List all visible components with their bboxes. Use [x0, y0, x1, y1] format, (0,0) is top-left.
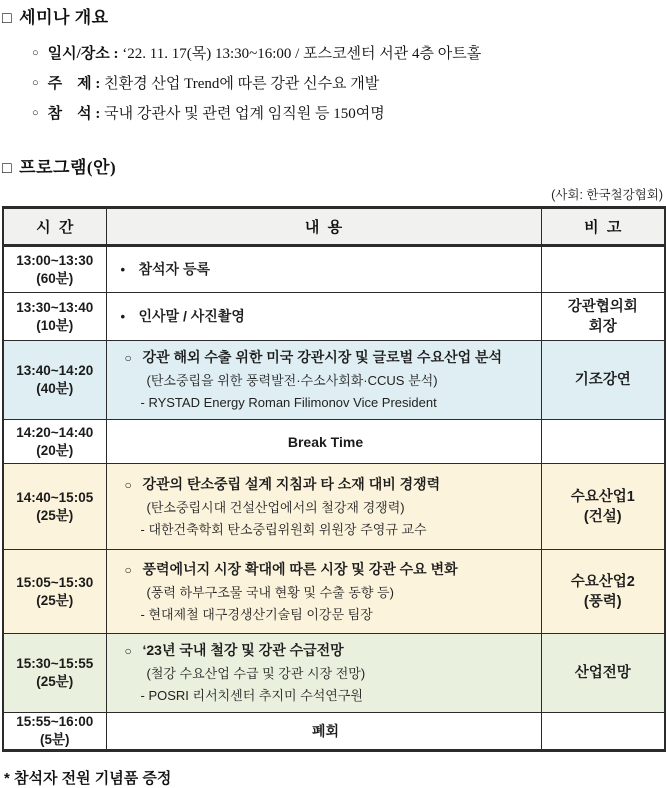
session-speaker: - 현대제철 대구경생산기술팀 이강문 팀장: [140, 606, 373, 622]
session-subtitle: (탄소중립을 위한 풍력발전·수소사회화·CCUS 분석): [146, 373, 438, 388]
remark-cell: [541, 713, 665, 751]
item-label: 참 석: [47, 106, 92, 122]
session-subtitle: (풍력 하부구조물 국내 현황 및 수출 동향 등): [146, 584, 394, 600]
square-bullet-icon: □: [2, 160, 13, 177]
table-row-greeting: [3, 293, 665, 341]
header-content: 내 용: [106, 208, 541, 246]
dot-bullet-icon: •: [120, 309, 126, 324]
table-row-break: [3, 420, 665, 464]
circle-bullet-icon: ○: [124, 562, 132, 577]
item-colon: :: [91, 76, 105, 92]
circle-bullet-icon: ○: [124, 351, 132, 365]
table-row-session-outlook: [3, 634, 665, 713]
session-subtitle: (철강 수요산업 수급 및 강관 시장 전망): [146, 666, 366, 681]
circle-bullet-icon: ○: [32, 107, 39, 119]
time-cell: 14:40~15:05 (25분): [3, 464, 106, 550]
item-value: 국내 강관사 및 관련 업계 임직원 등 150여명: [104, 106, 385, 122]
item-label: 주 제: [47, 76, 92, 92]
item-value: 친환경 산업 Trend에 따른 강관 신수요 개발: [104, 76, 380, 92]
square-bullet-icon: □: [2, 10, 13, 27]
header-remark: 비 고: [541, 208, 665, 246]
overview-item-attendees: [32, 99, 664, 129]
table-row-registration: [3, 246, 665, 293]
session-speaker: - 대한건축학회 탄소중립위원회 위원장 주영규 교수: [140, 521, 427, 537]
overview-heading-text: 세미나 개요: [19, 8, 109, 27]
overview-item-topic: [32, 69, 664, 99]
time-cell: 13:30~13:40 (10분): [3, 293, 106, 341]
session-speaker: - RYSTAD Energy Roman Filimonov Vice President: [140, 395, 437, 410]
overview-item-datetime: [32, 39, 664, 69]
program-schedule-table: [2, 206, 666, 752]
time-cell: 15:30~15:55 (25분): [3, 634, 106, 713]
overview-heading: [2, 3, 664, 28]
content-cell: • 인사말 / 사진촬영: [106, 293, 541, 341]
remark-cell: 수요산업1 (건설): [541, 464, 665, 550]
host-note: (사회: 한국철강협회): [551, 188, 663, 202]
table-header-row: [3, 208, 665, 246]
remark-cell: [541, 420, 665, 464]
circle-bullet-icon: ○: [124, 477, 132, 492]
content-cell: 폐회: [106, 713, 541, 751]
content-cell: ○ 강관 해외 수출 위한 미국 강관시장 및 글로벌 수요산업 분석 (탄소중립을 위한 풍력발전·수소사회화·CCUS 분석) - RYSTAD Energy Roman Filimonov Vice President: [106, 341, 541, 420]
remark-cell: 산업전망: [541, 634, 665, 713]
remark-cell: [541, 246, 665, 293]
program-heading: [2, 153, 664, 178]
item-value: ‘22. 11. 17(목) 13:30~16:00 / 포스코센터 서관 4층 아트홀: [122, 46, 482, 62]
program-heading-text: 프로그램(안): [19, 158, 117, 177]
remark-cell: 수요산업2 (풍력): [541, 550, 665, 634]
circle-bullet-icon: ○: [32, 77, 39, 89]
item-colon: :: [91, 106, 105, 122]
time-cell: 14:20~14:40 (20분): [3, 420, 106, 464]
time-cell: 13:00~13:30 (60분): [3, 246, 106, 293]
time-cell: 15:05~15:30 (25분): [3, 550, 106, 634]
table-row-session-construction: [3, 464, 665, 550]
dot-bullet-icon: •: [120, 262, 126, 277]
footnote: * 참석자 전원 기념품 증정: [4, 770, 172, 787]
session-speaker: - POSRI 리서치센터 추지미 수석연구원: [140, 688, 363, 703]
circle-bullet-icon: ○: [32, 47, 39, 59]
time-cell: 13:40~14:20 (40분): [3, 341, 106, 420]
table-row-keynote: [3, 341, 665, 420]
item-label: 일시/장소: [47, 46, 110, 62]
content-cell: ○ 풍력에너지 시장 확대에 따른 시장 및 강관 수요 변화 (풍력 하부구조물 국내 현황 및 수출 동향 등) - 현대제철 대구경생산기술팀 이강문 팀장: [106, 550, 541, 634]
remark-cell: 강관협의회 회장: [541, 293, 665, 341]
header-time: 시 간: [3, 208, 106, 246]
seminar-overview-section: [0, 0, 666, 129]
circle-bullet-icon: ○: [124, 644, 132, 658]
overview-item-list: [2, 39, 664, 129]
table-row-closing: [3, 713, 665, 751]
content-cell: Break Time: [106, 420, 541, 464]
content-cell: ○ ‘23년 국내 철강 및 강관 수급전망 (철강 수요산업 수급 및 강관 시장 전망) - POSRI 리서치센터 추지미 수석연구원: [106, 634, 541, 713]
remark-cell: 기조강연: [541, 341, 665, 420]
table-row-session-wind: [3, 550, 665, 634]
content-cell: ○ 강관의 탄소중립 설계 지침과 타 소재 대비 경쟁력 (탄소중립시대 건설산업에서의 철강재 경쟁력) - 대한건축학회 탄소중립위원회 위원장 주영규 교수: [106, 464, 541, 550]
content-cell: • 참석자 등록: [106, 246, 541, 293]
item-colon: :: [109, 46, 123, 62]
program-section: [0, 153, 666, 788]
session-subtitle: (탄소중립시대 건설산업에서의 철강재 경쟁력): [146, 499, 405, 515]
time-cell: 15:55~16:00 (5분): [3, 713, 106, 751]
